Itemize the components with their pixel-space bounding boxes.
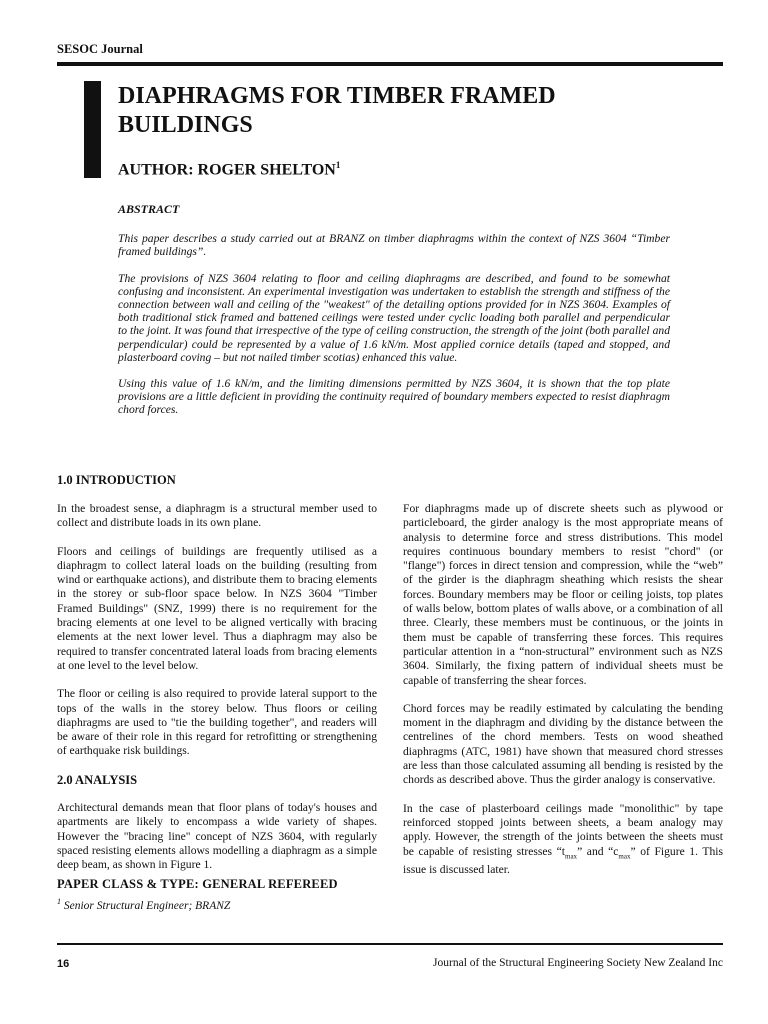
introduction-heading: 1.0 INTRODUCTION bbox=[57, 473, 176, 487]
author-line bbox=[118, 160, 340, 179]
right-column bbox=[403, 502, 723, 891]
article-title: DIAPHRAGMS FOR TIMBER FRAMED BUILDINGS bbox=[118, 83, 556, 138]
footnote bbox=[57, 895, 377, 913]
left-column bbox=[57, 502, 377, 913]
paper-class: PAPER CLASS & TYPE: GENERAL REFEREED bbox=[57, 876, 338, 891]
body-paragraph: The floor or ceiling is also required to provide lateral support to the tops of the walls in the storey below. Thus floors or ceiling diaphragms are used to "tie the building together", and readers will be aware of their role in this regard for retrofitting or strengthening of earthquake risk buildings. bbox=[57, 687, 377, 758]
body-paragraph: Floors and ceilings of buildings are frequently utilised as a diaphragm to collect lateral loads on the building (resulting from wind or earthquake actions), and distribute them to bracing elements in the storey or sub-floor space below. In NZS 3604 "Timber Framed Buildings" (SNZ, 1999) there is no requirement for the bracing elements at one level to be aligned vertically with bracing elements at the next lower level. Thus a diaphragm may also be required to transfer concentrated lateral loads from bracing elements at one level to the level below. bbox=[57, 544, 377, 672]
author-footnote-mark: 1 bbox=[335, 160, 341, 170]
text-run: ” and “c bbox=[577, 844, 619, 858]
abstract-heading: ABSTRACT bbox=[118, 202, 180, 216]
footer-rule bbox=[57, 943, 723, 945]
body-paragraph: For diaphragms made up of discrete sheets such as plywood or particleboard, the girder analogy is the most appropriate means of analysis to determine force and stress distributions. This model requires continuous boundary members to resist "chord" (or "flange") forces in direct tension and compression, while the “web” of the girder is the diaphragm sheathing which resists the shear forces. Boundary members may be floor or ceiling joists, top plates of walls below, bottom plates of walls above, or a combination of all three. Clearly, these members must be continuous, or the joints in them must be capable of transferring these forces. This requires particular attention in a “non-structural” environment such as NZS 3604. Similarly, the fixing pattern of individual sheets must be capable of transferring the shear forces. bbox=[403, 502, 723, 687]
title-side-bar bbox=[84, 81, 101, 178]
footnote-mark: 1 bbox=[57, 896, 61, 906]
analysis-heading: 2.0 ANALYSIS bbox=[57, 772, 138, 787]
abstract bbox=[118, 203, 670, 430]
text-run: In the case of plasterboard ceilings made "monolithic" by tape reinforced stopped joints between sheets, a beam analogy may apply. However, the strength of the joints between the sheets must be capable of resisting stresses “t bbox=[403, 801, 723, 858]
author-name: AUTHOR: ROGER SHELTON bbox=[118, 161, 336, 179]
body-paragraph: Architectural demands mean that floor plans of today's houses and apartments are likely to encompass a wide variety of shapes. However the "bracing line" concept of NZS 3604, with regularly spaced resisting elements allows modelling a diaphragm as a simple deep beam, as shown in Figure 1. bbox=[57, 801, 377, 872]
abstract-paragraph: This paper describes a study carried out at BRANZ on timber diaphragms within the context of NZS 3604 “Timber framed buildings”. bbox=[118, 232, 670, 259]
journal-name: SESOC Journal bbox=[57, 42, 143, 56]
body-paragraph: In the broadest sense, a diaphragm is a structural member used to collect and distribute loads in its own plane. bbox=[57, 502, 377, 530]
page-number: 16 bbox=[57, 958, 70, 970]
footnote-text: Senior Structural Engineer; BRANZ bbox=[61, 899, 231, 912]
header-rule bbox=[57, 62, 723, 66]
text-run: ” of Figure 1. This issue is discussed later. bbox=[403, 844, 723, 877]
subscript: max bbox=[565, 851, 578, 860]
footer-journal-name: Journal of the Structural Engineering Society New Zealand Inc bbox=[433, 957, 723, 969]
body-paragraph: Chord forces may be readily estimated by calculating the bending moment in the diaphragm and dividing by the distance between the centrelines of the chord members. Tests on wood sheathed diaphragms (ATC, 1981) have shown that measured chord stresses are less than those calculated assuming all bending is resisted by the chords as described above. Thus the girder analogy is conservative. bbox=[403, 701, 723, 787]
abstract-paragraph: Using this value of 1.6 kN/m, and the limiting dimensions permitted by NZS 3604, it is shown that the top plate provisions are a little deficient in providing the continuity required of boundary members expected to resist diaphragm chord forces. bbox=[118, 377, 670, 417]
abstract-paragraph: The provisions of NZS 3604 relating to floor and ceiling diaphragms are described, and found to be somewhat confusing and inconsistent. An experimental investigation was undertaken to establish the strength and stiffness of the connection between wall and ceiling of the "weakest" of the detailing options provided for in NZS 3604. Examples of both traditional stick framed and battened ceilings were tested under cyclic loading both parallel and perpendicular to the joint. It was found that irrespective of the type of ceiling construction, the strength of the joint (both parallel and perpendicular) could be represented by a value of 1.6 kN/m. Most applied cornice details (taped and stopped, and plasterboard coving – but not nailed timber scotias) enhanced this value. bbox=[118, 271, 670, 364]
body-paragraph bbox=[403, 802, 723, 878]
subscript: max bbox=[618, 851, 631, 860]
